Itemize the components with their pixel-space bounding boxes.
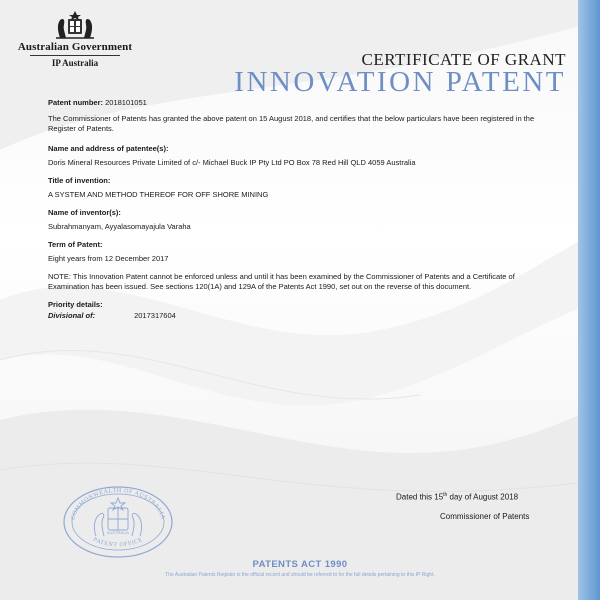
- government-name: Australian Government: [17, 41, 133, 53]
- divisional-number: 2017317604: [134, 311, 176, 320]
- term-value: Eight years from 12 December 2017: [48, 254, 169, 263]
- term-heading: Term of Patent:: [48, 240, 103, 249]
- register-notice: The Australian Patents Register is the official record and should be referred to for the full details pertaining to this IP Right.: [165, 572, 435, 578]
- patent-number-label: Patent number:: [48, 98, 104, 107]
- seal-outer-text: COMMONWEALTH OF AUSTRALIA: [70, 487, 166, 521]
- seal-center-text: AUSTRALIA: [106, 530, 130, 535]
- divisional-row: [48, 311, 558, 321]
- logo-divider: [30, 55, 120, 56]
- seal-bottom-text: PATENT OFFICE: [91, 536, 145, 549]
- agency-name: IP Australia: [51, 58, 99, 68]
- date-line: [396, 492, 518, 502]
- certificate-body: [48, 98, 558, 321]
- grant-statement: The Commissioner of Patents has granted the above patent on 15 August 2018, and certifies that the below particulars have been registered in the Register of Patents.: [48, 114, 535, 133]
- patentee-heading: Name and address of patentee(s):: [48, 144, 169, 153]
- inventor-name: Subrahmanyam, Ayyalasomayajula Varaha: [48, 222, 191, 231]
- coat-of-arms-icon: [52, 10, 98, 40]
- priority-heading: Priority details:: [48, 300, 103, 309]
- date-prefix: Dated this 15: [396, 492, 444, 502]
- patent-number-value: 2018101051: [105, 98, 147, 107]
- divisional-label: Divisional of:: [48, 311, 96, 320]
- date-ordinal: th: [443, 492, 448, 498]
- government-logo: [16, 10, 134, 68]
- date-suffix: day of August 2018: [447, 492, 519, 502]
- patent-office-seal: [62, 484, 174, 558]
- patent-type-title: INNOVATION PATENT: [234, 66, 566, 98]
- enforcement-note: NOTE: This Innovation Patent cannot be enforced unless and until it has been examined by the Commissioner of Patents and a Certificate of Examination has been issued. See sections 120(1A) and 129A of the Patents Act 1990, set out on the reverse of this document.: [48, 272, 515, 291]
- certificate-title: CERTIFICATE OF GRANT: [361, 50, 566, 69]
- invention-heading: Title of invention:: [48, 176, 111, 185]
- side-color-band: [578, 0, 600, 600]
- patent-number-row: [48, 98, 558, 108]
- invention-title: A SYSTEM AND METHOD THEREOF FOR OFF SHORE MINING: [48, 190, 269, 199]
- inventor-heading: Name of inventor(s):: [48, 208, 121, 217]
- signatory-role: Commissioner of Patents: [440, 512, 530, 521]
- patentee-value: Doris Mineral Resources Private Limited of c/- Michael Buck IP Pty Ltd PO Box 78 Red Hill QLD 4059 Australia: [48, 158, 416, 167]
- patents-act-label: PATENTS ACT 1990: [252, 559, 348, 570]
